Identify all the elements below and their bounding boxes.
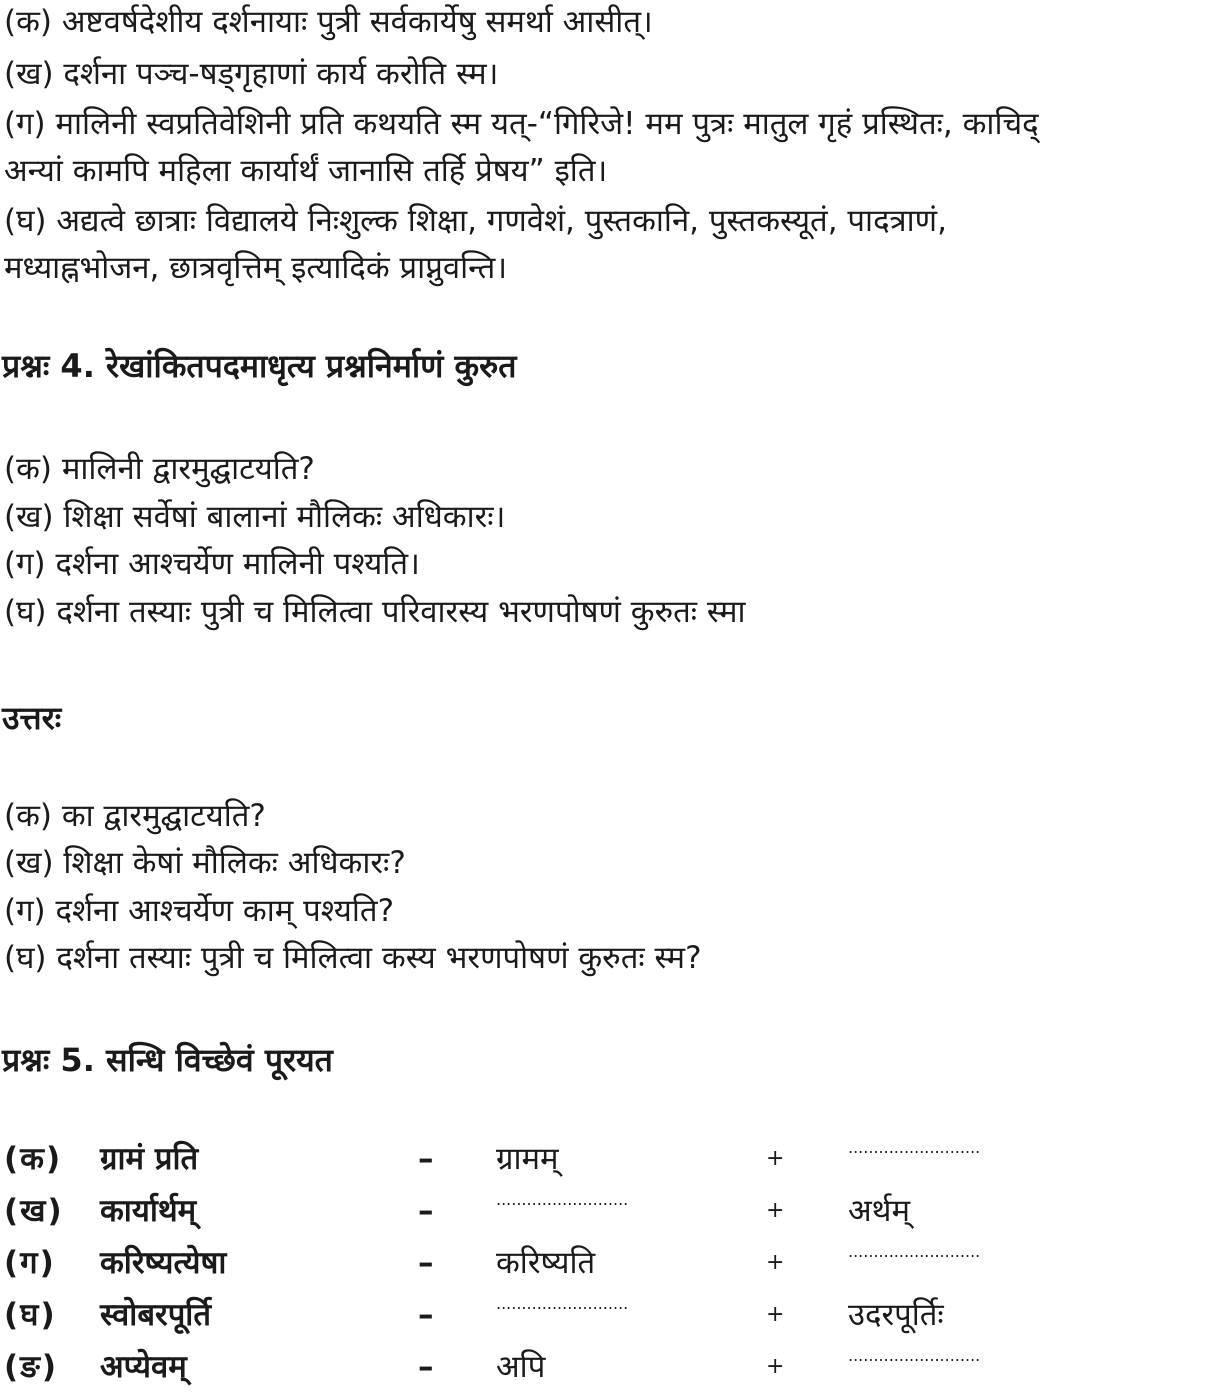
first-part-blank: .......................... <box>496 1190 629 1209</box>
question-5-heading: प्रश्नः 5. सन्धि विच्छेवं पूरयत <box>2 1041 333 1079</box>
compound-word: करिष्यत्येषा <box>100 1245 227 1281</box>
plus-sign: + <box>766 1146 785 1171</box>
sandhi-row <box>0 1341 1225 1393</box>
second-part-blank: .......................... <box>848 1346 981 1365</box>
second-part: उदरपूर्तिः <box>848 1297 944 1333</box>
compound-word: ग्रामं प्रति <box>100 1141 199 1177</box>
text-line: अन्यां कामपि महिला कार्यार्थं जानासि तर्हि प्रेषय” इति। <box>4 153 608 189</box>
row-label: (ख) <box>4 1193 64 1229</box>
question-4-item: (ख) शिक्षा सर्वेषां बालानां मौलिकः अधिकारः। <box>4 499 506 535</box>
text-line: (क) अष्टवर्षदेशीय दर्शनायाः पुत्री सर्वकार्येषु समर्था आसीत्। <box>4 4 653 40</box>
dash-separator: – <box>418 1245 434 1281</box>
plus-sign: + <box>766 1354 785 1379</box>
compound-word: अप्येवम् <box>100 1349 187 1385</box>
question-4-heading: प्रश्नः 4. रेखांकितपदमाधृत्य प्रश्ननिर्माणं कुरुत <box>2 347 517 385</box>
first-part: अपि <box>496 1349 546 1385</box>
answer-item: (क) का द्वारमुद्घाटयति? <box>4 798 266 834</box>
sandhi-row <box>0 1185 1225 1237</box>
dash-separator: – <box>418 1297 434 1333</box>
sandhi-row <box>0 1133 1225 1185</box>
question-4-item: (क) मालिनी द्वारमुद्घाटयति? <box>4 451 315 487</box>
answer-item: (ख) शिक्षा केषां मौलिकः अधिकारः? <box>4 845 406 881</box>
answer-item: (घ) दर्शना तस्याः पुत्री च मिलित्वा कस्य भरणपोषणं कुरुतः स्म? <box>4 940 702 976</box>
dash-separator: – <box>418 1193 434 1229</box>
text-line: (ग) मालिनी स्वप्रतिवेशिनी प्रति कथयति स्म यत्-“गिरिजे! मम पुत्रः मातुल गृहं प्रस्थितः, काचिद् <box>4 106 1039 142</box>
first-part: करिष्यति <box>496 1245 596 1281</box>
answer-heading: उत्तरः <box>2 699 62 737</box>
dash-separator: – <box>418 1349 434 1385</box>
text-line: मध्याह्नभोजन, छात्रवृत्तिम् इत्यादिकं प्राप्नुवन्ति। <box>4 250 508 286</box>
sandhi-row <box>0 1237 1225 1289</box>
row-label: (क) <box>4 1141 63 1177</box>
row-label: (ङ) <box>4 1349 59 1385</box>
second-part: अर्थम् <box>848 1193 911 1229</box>
first-part: ग्रामम् <box>496 1141 559 1177</box>
plus-sign: + <box>766 1302 785 1327</box>
row-label: (ग) <box>4 1245 56 1281</box>
second-part-blank: .......................... <box>848 1138 981 1157</box>
text-line: (घ) अद्यत्वे छात्राः विद्यालये निःशुल्क शिक्षा, गणवेशं, पुस्तकानि, पुस्तकस्यूतं, पादत्राणं, <box>4 203 947 239</box>
plus-sign: + <box>766 1198 785 1223</box>
dash-separator: – <box>418 1141 434 1177</box>
plus-sign: + <box>766 1250 785 1275</box>
first-part-blank: .......................... <box>496 1294 629 1313</box>
text-line: (ख) दर्शना पञ्च-षड्गृहाणां कार्य करोति स्म। <box>4 56 499 92</box>
compound-word: स्वोबरपूर्ति <box>100 1297 212 1333</box>
question-4-item: (घ) दर्शना तस्याः पुत्री च मिलित्वा परिवारस्य भरणपोषणं कुरुतः स्मा <box>4 594 746 630</box>
second-part-blank: .......................... <box>848 1242 981 1261</box>
question-4-item: (ग) दर्शना आश्चर्येण मालिनी पश्यति। <box>4 546 420 582</box>
answer-item: (ग) दर्शना आश्चर्येण काम् पश्यति? <box>4 893 395 929</box>
row-label: (घ) <box>4 1297 57 1333</box>
sandhi-row <box>0 1289 1225 1341</box>
compound-word: कार्यार्थम् <box>100 1193 197 1229</box>
